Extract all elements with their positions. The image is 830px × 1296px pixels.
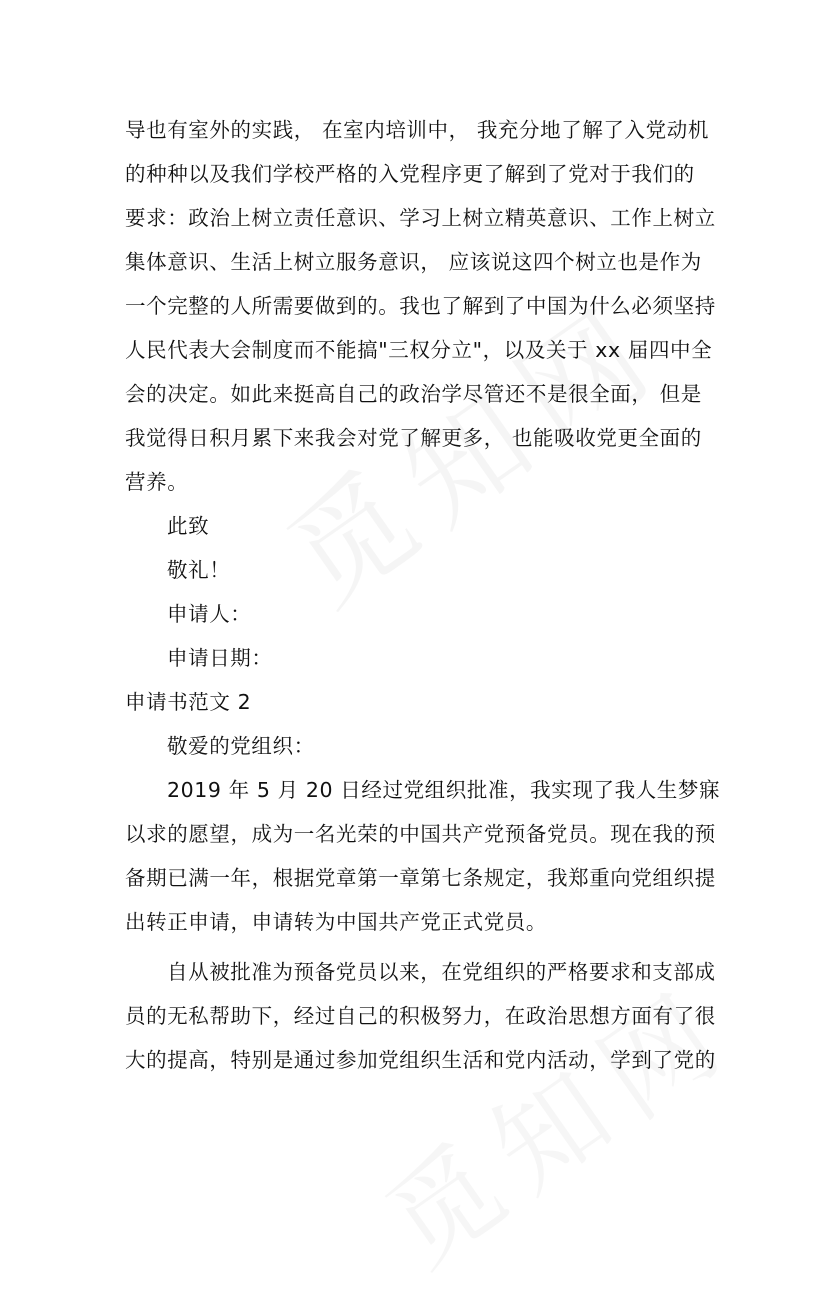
para2-line-3: 备期已满一年，根据党章第一章第七条规定，我郑重向党组织提 (125, 866, 716, 890)
body-line-7: 会的决定。如此来挺高自己的政治学尽管还不是很全面， 但是 (125, 382, 702, 406)
para2-line-4: 出转正申请，申请转为中国共产党正式党员。 (125, 910, 547, 934)
para3-line-1: 自从被批准为预备党员以来，在党组织的严格要求和支部成 (167, 960, 716, 984)
section-title: 申请书范文 2 (125, 690, 252, 714)
salutation: 敬爱的党组织： (167, 734, 315, 758)
closing-line-2: 敬礼！ (167, 558, 231, 582)
document-body (125, 108, 721, 1082)
body-line-8: 我觉得日积月累下来我会对党了解更多， 也能吸收党更全面的 (125, 426, 702, 450)
para3-line-2: 员的无私帮助下，经过自己的积极努力，在政治思想方面有了很 (125, 1004, 716, 1028)
body-line-2: 的种种以及我们学校严格的入党程序更了解到了党对于我们的 (125, 162, 695, 186)
applicant-label: 申请人： (167, 602, 252, 626)
para2-line-1: 2019 年 5 月 20 日经过党组织批准，我实现了我人生梦寐 (167, 778, 721, 802)
para3-line-3: 大的提高，特别是通过参加党组织生活和党内活动，学到了党的 (125, 1048, 716, 1072)
date-label: 申请日期： (167, 646, 273, 670)
closing-line-1: 此致 (167, 514, 210, 538)
para2-line-2: 以求的愿望，成为一名光荣的中国共产党预备党员。现在我的预 (125, 822, 716, 846)
body-line-6: 人民代表大会制度而不能搞"三权分立"，以及关于 xx 届四中全 (125, 338, 713, 362)
body-line-1: 导也有室外的实践， 在室内培训中， 我充分地了解了入党动机 (125, 118, 709, 142)
body-line-5: 一个完整的人所需要做到的。我也了解到了中国为什么必须坚持 (125, 294, 716, 318)
body-line-4: 集体意识、生活上树立服务意识， 应该说这四个树立也是作为 (125, 250, 702, 274)
body-line-3: 要求：政治上树立责任意识、学习上树立精英意识、工作上树立 (125, 206, 716, 230)
body-line-9: 营养。 (125, 470, 189, 494)
